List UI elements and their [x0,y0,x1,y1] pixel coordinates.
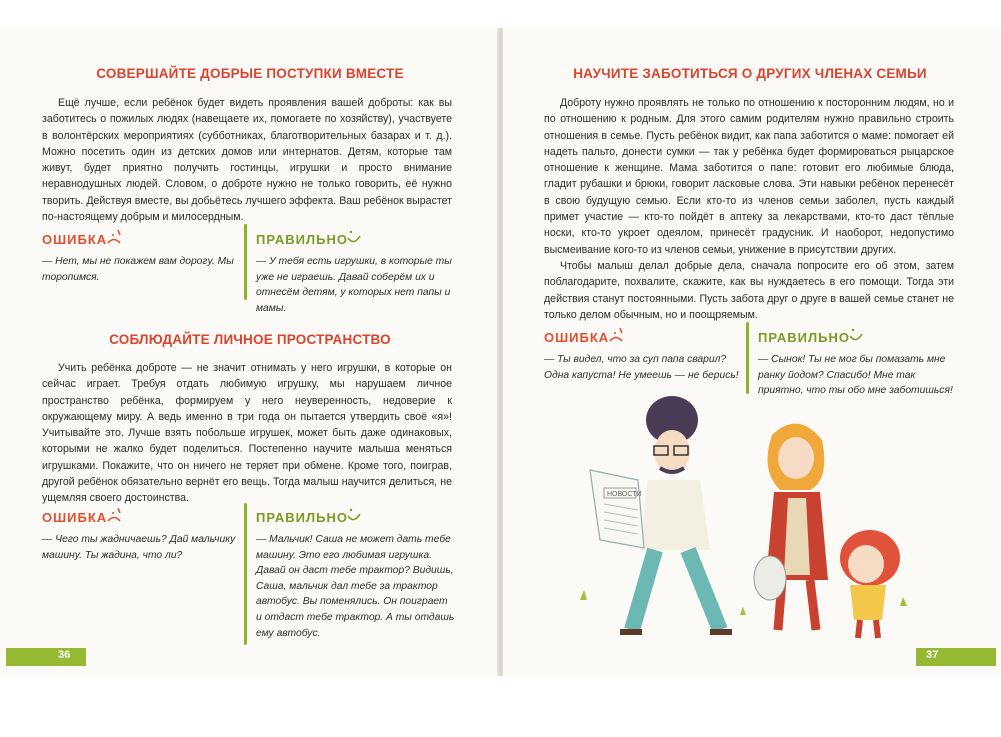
right-ok-quote: — Сынок! Ты не мог бы помазать мне ранку йодом? Спасибо! Мне так приятно, что ты обо мне заботишься! [758,354,953,397]
left-error-label-2: ОШИБКА [42,510,108,525]
left-ok-bar-1 [244,224,247,300]
mother-figure [754,424,828,630]
left-ok-label-1: ПРАВИЛЬНО [256,232,348,247]
happy-face-icon [342,226,364,248]
right-error-label: ОШИБКА [544,330,610,345]
left-error-label-1: ОШИБКА [42,232,108,247]
left-ok-bar-2 [244,503,247,645]
child-figure [840,530,900,638]
left-paragraph-2: Учить ребёнка доброте — не значит отнимать у него игрушки, в которые он сейчас играет. Требуя отдать любимую игрушку, мы нарушаем личное пространство ребёнка, формируем у него неуверенность, недоверие к окружающему миру. А ведь именно в три года он пытается утвердить своё «я»! Учитывайте это. Лучше взять побольше игрушек, может быть даже одинаковых, которыми не жалко будет поделиться. Постепенно научите малыша меняться игрушками. Покажите, что он ничего не теряет при обмене. Кроме того, поиграв, другой ребёнок обязательно вернёт его вещь. Тогда малыш научится делиться, не ущемляя своего достоинства. [42,362,452,505]
happy-face-icon [342,504,364,526]
right-paragraph-1: Доброту нужно проявлять не только по отношению к посторонним людям, но и по отношению к родным. Для этого самим родителям нужно правильно строить отношения в семье. Пусть ребёнок видит, как папа заботится о маме: помогает ей надеть пальто, донести сумки — так у ребёнка будет формироваться рыцарское отношение к женщине. Мама заботится о папе: готовит его любимые блюда, гладит рубашки и брюки, говорит ласковые слова. Эти навыки ребёнок перенесёт в свою будущую семью. Если кто-то из членов семьи заболел, пусть каждый примет участие — кто-то пойдёт в аптеку за лекарствами, кто-то даст тёплые носки, кто-то укроет одеялом, принесёт градусник. И наоборот, недопустимо высмеивание кого-то из членов семьи, унижение в присутствии других. [544,97,954,256]
left-ok-quote-1: — У тебя есть игрушки, в которые ты уже не играешь. Давай соберём их и отнесём детям, у которых нет папы и мамы. [256,256,452,314]
left-error-quote-2: — Чего ты жадничаешь? Дай мальчику машину. Ты жадина, что ли? [42,534,236,561]
left-ok-label-2: ПРАВИЛЬНО [256,510,348,525]
sad-face-icon [104,504,126,526]
newspaper-title: НОВОСТИ [607,491,642,498]
left-heading-1: СОВЕРШАЙТЕ ДОБРЫЕ ПОСТУПКИ ВМЕСТЕ [96,66,404,81]
left-paragraph-1: Ещё лучше, если ребёнок будет видеть проявления вашей доброты: как вы заботитесь о пожилых людях (навещаете их, помогаете по хозяйству), участвуете в волонтёрских мероприятиях (субботниках, благотворительных базарах и т. д.). Можно посетить один из детских домов или интернатов. Детям, которые там живут, будет приятно получить гостинцы, игрушки и просто внимание неравнодушных людей. Словом, о доброте нужно не только говорить, её нужно творить. Действуя вместе, вы добьётесь лучшего эффекта. Ваш ребёнок вырастет по-настоящему добрым и милосердным. [42,97,452,224]
left-ok-quote-2: — Мальчик! Саша не может дать тебе машину. Это его любимая игрушка. Давай он даст тебе трактор? Видишь, Саша, мальчик дал тебе за трактор автобус. Вы поменялись. Он поиграет и отдаст тебе трактор. А ты отдашь ему автобус. [256,534,455,639]
right-heading: НАУЧИТЕ ЗАБОТИТЬСЯ О ДРУГИХ ЧЛЕНАХ СЕМЬИ [573,66,927,81]
right-ok-label: ПРАВИЛЬНО [758,330,850,345]
right-paragraph-2: Чтобы малыш делал добрые дела, сначала попросите его об этом, затем поблагодарите, похвалите, скажите, как вы нуждаетесь в его помощи. Тогда эти действия станут постоянными. Пусть забота друг о друге в вашей семье станет не только делом обычным, но и поощряемым. [544,260,954,321]
left-heading-2: СОБЛЮДАЙТЕ ЛИЧНОЕ ПРОСТРАНСТВО [109,332,391,347]
sad-face-icon [606,324,628,346]
sad-face-icon [104,226,126,248]
right-page-number: 37 [926,649,939,661]
newspaper-icon [590,470,644,548]
left-page-number-bar [6,648,86,666]
happy-face-icon [844,324,866,346]
right-error-quote: — Ты видел, что за суп папа сварил? Одна капуста! Не умеешь — не берись! [544,354,739,381]
left-error-quote-1: — Нет, мы не покажем вам дорогу. Мы торопимся. [42,256,234,283]
right-page-number-bar [916,648,996,666]
family-illustration [560,380,940,645]
left-page-number: 36 [58,649,71,661]
